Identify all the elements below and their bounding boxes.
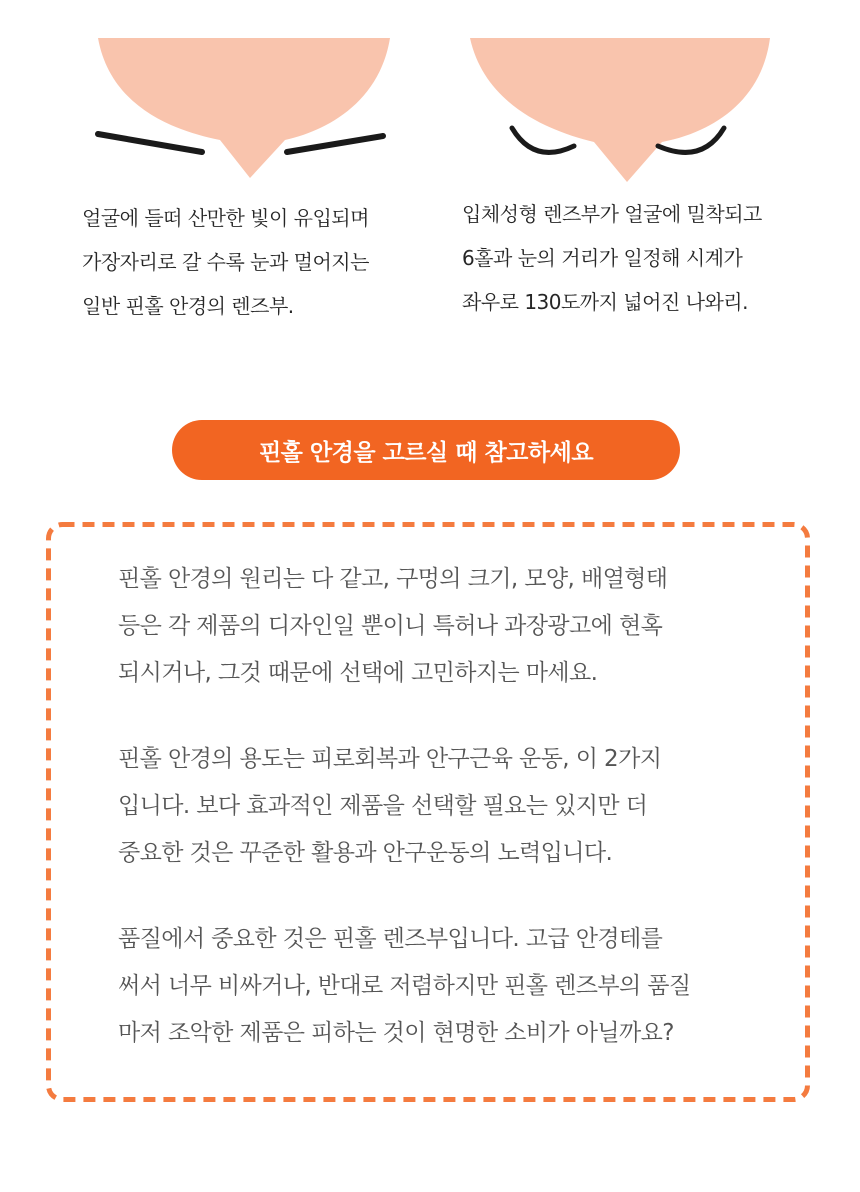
notice-paragraph-usage bbox=[118, 736, 661, 877]
curved-lens-face-illustration bbox=[462, 0, 782, 185]
selection-tips-banner bbox=[172, 420, 680, 480]
notice-paragraph-quality bbox=[118, 916, 691, 1057]
flat-lens-face-illustration bbox=[80, 0, 410, 180]
caption-line: 가장자리로 갈 수록 눈과 멀어지는 bbox=[82, 250, 369, 274]
paragraph-line: 핀홀 안경의 용도는 피로회복과 안구근육 운동, 이 2가지 bbox=[118, 746, 662, 772]
paragraph-line: 핀홀 안경의 원리는 다 같고, 구멍의 크기, 모양, 배열형태 bbox=[118, 566, 668, 592]
paragraph-line: 마저 조악한 제품은 피하는 것이 현명한 소비가 아닐까요? bbox=[118, 1020, 674, 1046]
caption-line: 6홀과 눈의 거리가 일정해 시계가 bbox=[462, 246, 743, 270]
caption-line: 얼굴에 들떠 산만한 빛이 유입되며 bbox=[82, 206, 369, 230]
banner-label: 핀홀 안경을 고르실 때 참고하세요 bbox=[258, 439, 594, 466]
caption-line: 일반 핀홀 안경의 렌즈부. bbox=[82, 294, 294, 318]
paragraph-line: 중요한 것은 꾸준한 활용과 안구운동의 노력입니다. bbox=[118, 840, 613, 866]
curved-lens-caption bbox=[462, 192, 762, 324]
paragraph-line: 써서 너무 비싸거나, 반대로 저렴하지만 핀홀 렌즈부의 품질 bbox=[118, 973, 691, 999]
notice-paragraph-principle bbox=[118, 556, 667, 697]
flat-lens-caption bbox=[82, 196, 369, 328]
paragraph-line: 입니다. 보다 효과적인 제품을 선택할 필요는 있지만 더 bbox=[118, 793, 648, 819]
caption-line: 좌우로 130도까지 넓어진 나와리. bbox=[462, 290, 748, 314]
paragraph-line: 되시거나, 그것 때문에 선택에 고민하지는 마세요. bbox=[118, 660, 598, 686]
paragraph-line: 품질에서 중요한 것은 핀홀 렌즈부입니다. 고급 안경테를 bbox=[118, 926, 663, 952]
paragraph-line: 등은 각 제품의 디자인일 뿐이니 특허나 과장광고에 현혹 bbox=[118, 613, 663, 639]
caption-line: 입체성형 렌즈부가 얼굴에 밀착되고 bbox=[462, 202, 762, 226]
